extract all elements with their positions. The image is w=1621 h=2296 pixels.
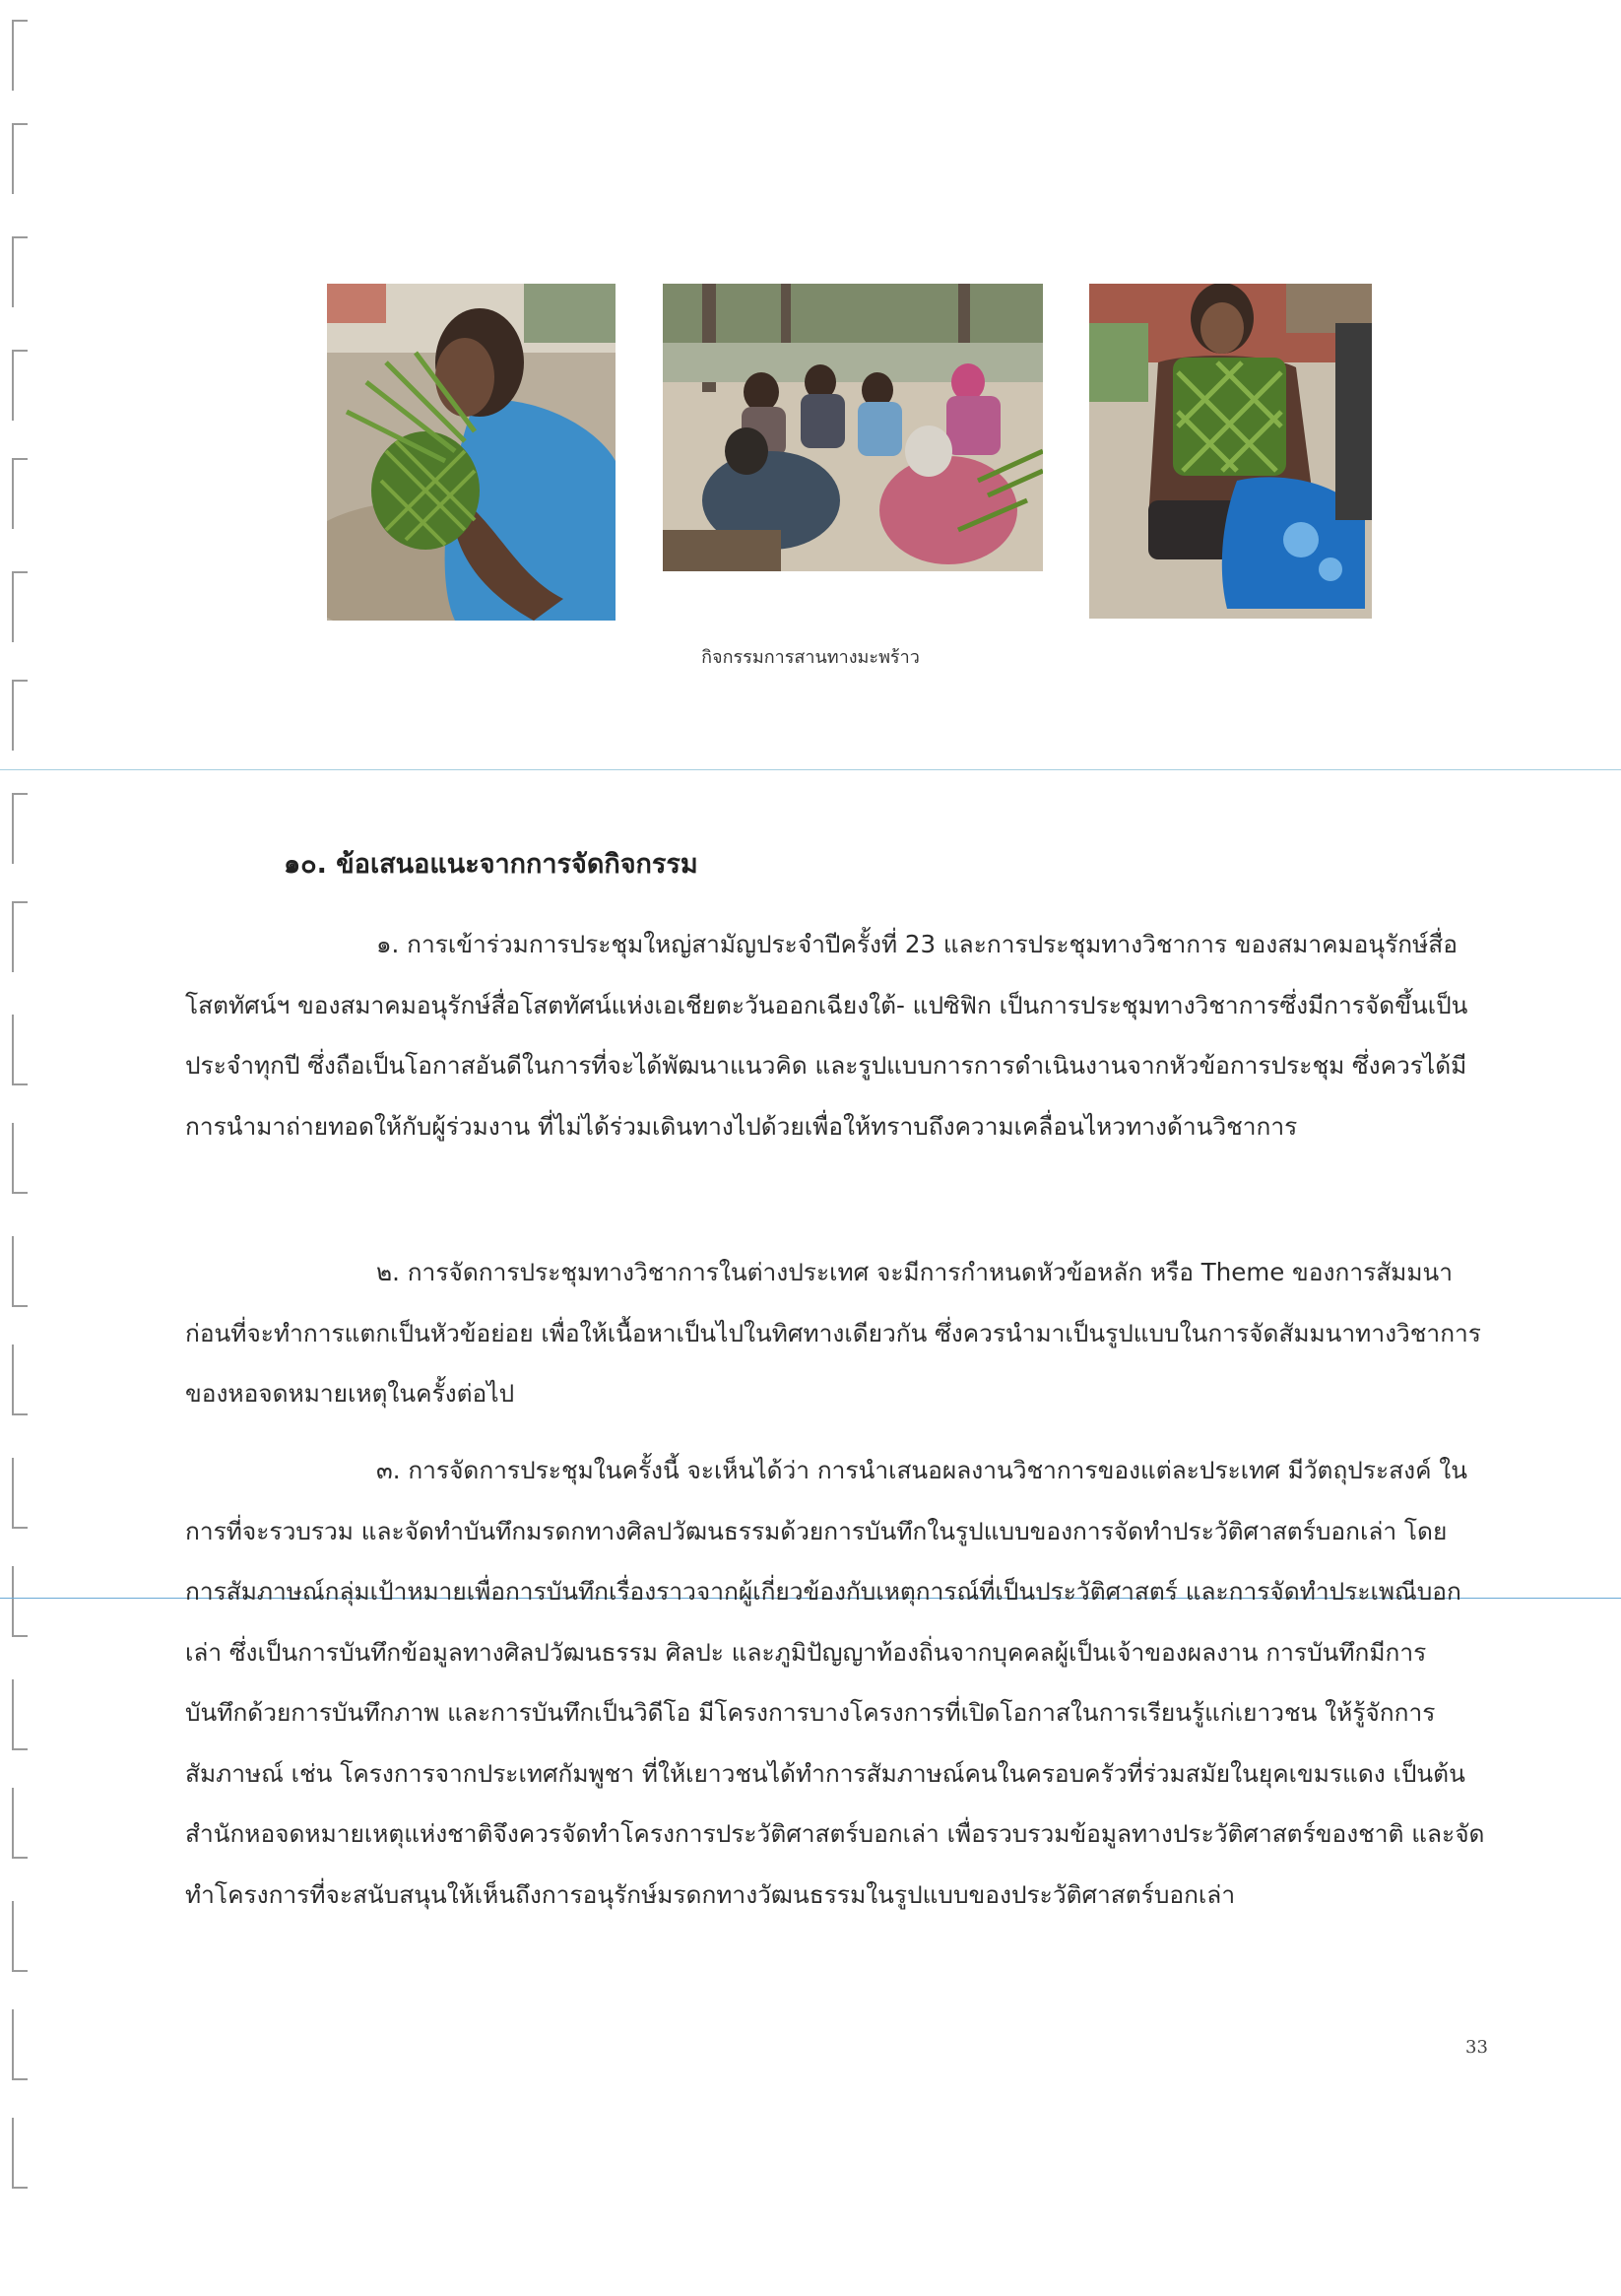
paragraph-1: ๑. การเข้าร่วมการประชุมใหญ่สามัญประจำปีครั้งที่ 23 และการประชุมทางวิชาการ ของสมาคมอนุรักษ์สื่อโสตทัศน์ฯ ของสมาคมอนุรักษ์สื่อโสตทัศน์แห่งเอเชียตะวันออกเฉียงใต้- แปซิฟิก เป็นการประชุมทางวิชาการซึ่งมีการจัดขึ้นเป็นประจำทุกปี ซึ่งถือเป็นโอกาสอันดีในการที่จะได้พัฒนาแนวคิด และรูปแบบการการดำเนินงานจากหัวข้อการประชุม ซึ่งควรได้มีการนำมาถ่ายทอดให้กับผู้ร่วมงาน ที่ไม่ได้ร่วมเดินทางไปด้วยเพื่อให้ทราบถึงความเคลื่อนไหวทางด้านวิชาการ	[185, 930, 1468, 1141]
scan-line	[0, 769, 1621, 770]
binder-mark	[12, 1015, 28, 1085]
woman-weaving-coconut-leaf-photo	[327, 284, 616, 621]
binder-mark	[12, 1123, 28, 1194]
binder-mark	[12, 20, 28, 91]
binder-mark	[12, 350, 28, 421]
binder-mark	[12, 1566, 28, 1637]
paragraph-3: ๓. การจัดการประชุมในครั้งนี้ จะเห็นได้ว่า การนำเสนอผลงานวิชาการของแต่ละประเทศ มีวัตถุประสงค์ ในการที่จะรวบรวม และจัดทำบันทึกมรดกทางศิลปวัฒนธรรมด้วยการบันทึกในรูปแบบของการจัดทำประวัติศาสตร์บอกเล่า โดยการสัมภาษณ์กลุ่มเป้าหมายเพื่อการบันทึกเรื่องราวจากผู้เกี่ยวข้องกับเหตุการณ์ที่เป็นประวัติศาสตร์ และการจัดทำประเพณีบอกเล่า ซึ่งเป็นการบันทึกข้อมูลทางศิลปวัฒนธรรม ศิลปะ และภูมิปัญญาท้องถิ่นจากบุคคลผู้เป็นเจ้าของผลงาน การบันทึกมีการบันทึกด้วยการบันทึกภาพ และการบันทึกเป็นวิดีโอ มีโครงการบางโครงการที่เปิดโอกาสในการเรียนรู้แก่เยาวชน ให้รู้จักการสัมภาษณ์ เช่น โครงการจากประเทศกัมพูชา ที่ให้เยาวชนได้ทำการสัมภาษณ์คนในครอบครัวที่ร่วมสมัยในยุคเขมรแดง เป็นต้น สำนักหอจดหมายเหตุแห่งชาติจึงควรจัดทำโครงการประวัติศาสตร์บอกเล่า เพื่อรวบรวมข้อมูลทางประวัติศาสตร์ของชาติ และจัดทำโครงการที่จะสนับสนุนให้เห็นถึงการอนุรักษ์มรดกทางวัฒนธรรมในรูปแบบของประวัติศาสตร์บอกเล่า	[185, 1456, 1485, 1909]
binder-mark	[12, 2118, 28, 2189]
binder-mark	[12, 458, 28, 529]
binder-mark	[12, 1901, 28, 1972]
paragraph-2: ๒. การจัดการประชุมทางวิชาการในต่างประเทศ จะมีการกำหนดหัวข้อหลัก หรือ Theme ของการสัมมนา ก่อนที่จะทำการแตกเป็นหัวข้อย่อย เพื่อให้เนื้อหาเป็นไปในทิศทางเดียวกัน ซึ่งควรนำมาเป็นรูปแบบในการจัดสัมมนาทางวิชาการของหอจดหมายเหตุในครั้งต่อไป	[185, 1258, 1481, 1408]
section-heading: ๑๐. ข้อเสนอแนะจากการจัดกิจกรรม	[284, 849, 698, 880]
binder-mark	[12, 680, 28, 751]
binder-mark	[12, 1679, 28, 1750]
binder-mark	[12, 571, 28, 642]
binder-mark	[12, 1458, 28, 1529]
binder-mark	[12, 1788, 28, 1859]
group-sitting-weaving-photo	[663, 284, 1043, 571]
page-number: 33	[1465, 2037, 1488, 2058]
woman-holding-woven-basket-photo	[1089, 284, 1372, 619]
binder-mark	[12, 793, 28, 864]
binder-mark	[12, 236, 28, 307]
binder-mark	[12, 1236, 28, 1307]
binder-mark	[12, 123, 28, 194]
binder-mark	[12, 2009, 28, 2080]
photo-caption: กิจกรรมการสานทางมะพร้าว	[701, 647, 920, 668]
binder-mark	[12, 1345, 28, 1415]
binder-mark	[12, 901, 28, 972]
